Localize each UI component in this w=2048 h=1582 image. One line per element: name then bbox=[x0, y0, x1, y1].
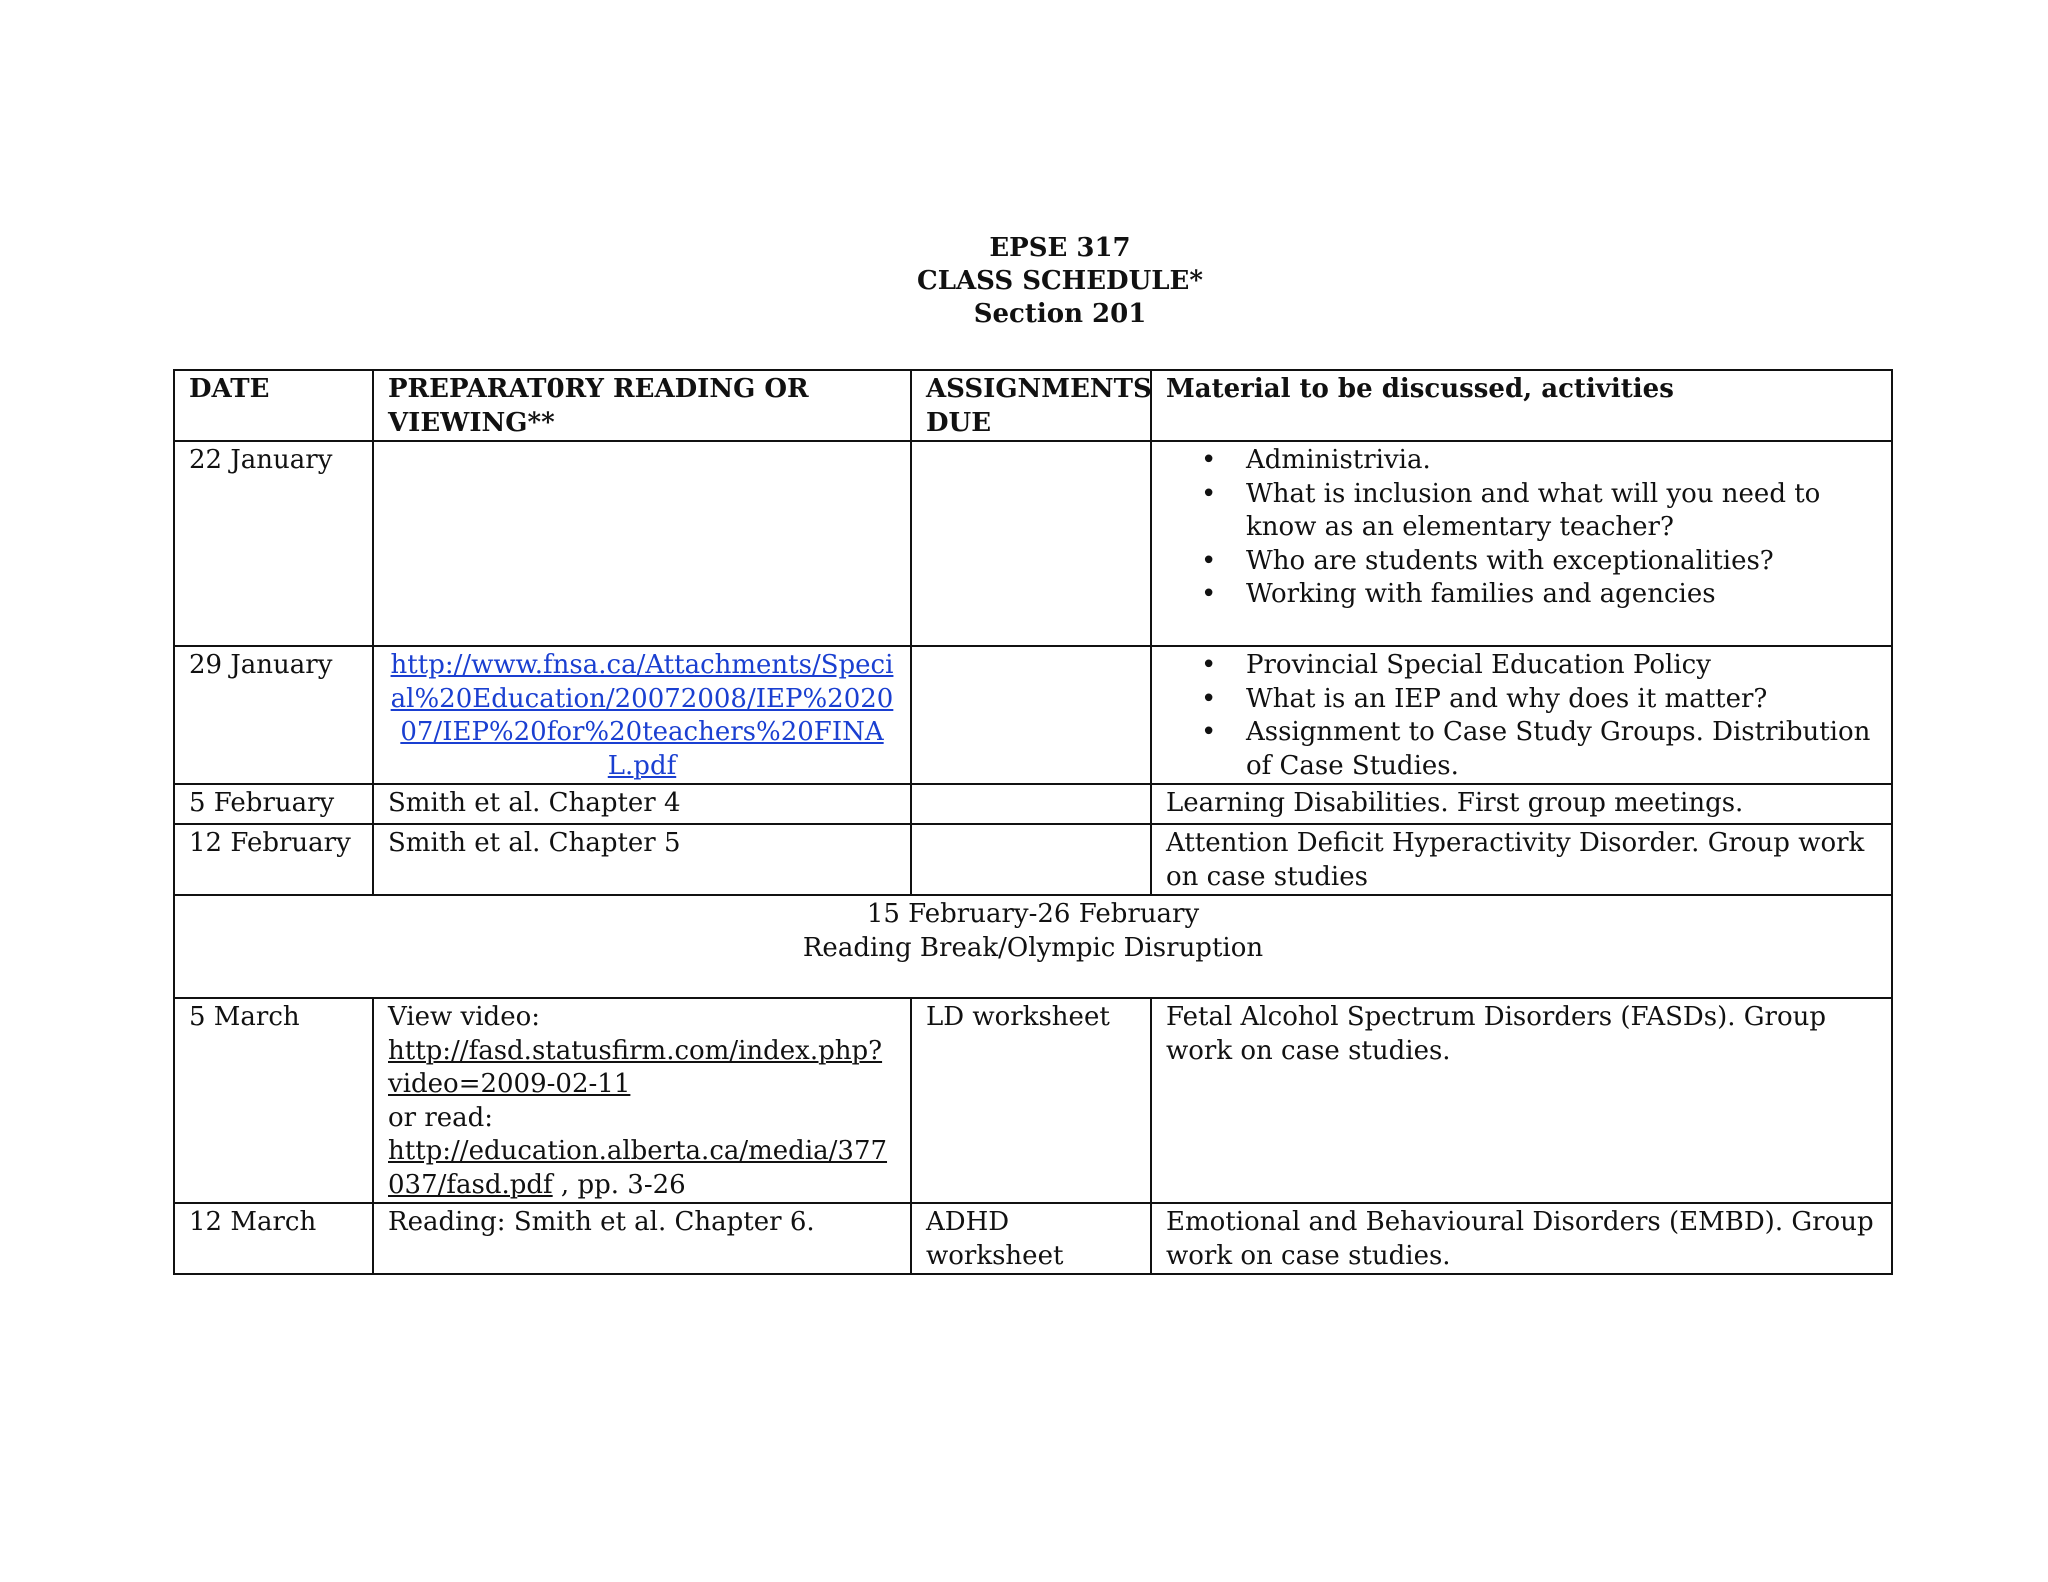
date-cell: 22 January bbox=[174, 441, 373, 646]
date-cell: 12 March bbox=[174, 1203, 373, 1274]
reading-pages: , pp. 3-26 bbox=[552, 1169, 686, 1200]
reading-prefix: View video: bbox=[388, 1002, 540, 1032]
table-row bbox=[174, 441, 1892, 646]
material-cell bbox=[1151, 646, 1892, 784]
break-dates: 15 February-26 February bbox=[866, 899, 1200, 929]
table-row bbox=[174, 784, 1892, 824]
date-cell: 5 March bbox=[174, 998, 373, 1203]
date-cell: 29 January bbox=[174, 646, 373, 784]
material-cell: Attention Deficit Hyperactivity Disorder. Group work on case studies bbox=[1151, 824, 1892, 895]
table-header-row bbox=[174, 370, 1892, 441]
list-item: • What is inclusion and what will you need to know as an elementary teacher? bbox=[1246, 478, 1877, 545]
break-label: Reading Break/Olympic Disruption bbox=[802, 932, 1264, 963]
class-schedule-table bbox=[173, 369, 1893, 1275]
iep-document-link[interactable]: http://www.fnsa.ca/Attachments/Special%20Education/20072008/IEP%202007/IEP%20for%20teachers%20FINAL.pdf bbox=[390, 650, 894, 781]
column-header-assignments: ASSIGNMENTS DUE bbox=[911, 370, 1151, 441]
fasd-pdf-link[interactable]: http://education.alberta.ca/media/377037/fasd.pdf bbox=[388, 1136, 888, 1200]
assignment-cell bbox=[911, 824, 1151, 895]
list-item: • What is an IEP and why does it matter? bbox=[1246, 683, 1877, 717]
reading-cell bbox=[373, 646, 911, 784]
reading-cell: Smith et al. Chapter 5 bbox=[373, 824, 911, 895]
material-cell: Emotional and Behavioural Disorders (EMBD). Group work on case studies. bbox=[1151, 1203, 1892, 1274]
list-item: • Assignment to Case Study Groups. Distribution of Case Studies. bbox=[1246, 716, 1877, 783]
reading-break-cell bbox=[174, 895, 1892, 998]
schedule-title: CLASS SCHEDULE* bbox=[917, 266, 1203, 296]
fasd-video-link[interactable]: http://fasd.statusfirm.com/index.php?video=2009-02-11 bbox=[388, 1035, 883, 1099]
reading-mid: or read: bbox=[388, 1102, 494, 1133]
assignment-cell bbox=[911, 646, 1151, 784]
table-row bbox=[174, 1203, 1892, 1274]
column-header-reading: PREPARAT0RY READING OR VIEWING** bbox=[373, 370, 911, 441]
list-item: • Working with families and agencies bbox=[1246, 578, 1877, 612]
date-cell: 5 February bbox=[174, 784, 373, 824]
assignment-cell bbox=[911, 784, 1151, 824]
assignment-cell: LD worksheet bbox=[911, 998, 1151, 1203]
reading-break-row bbox=[174, 895, 1892, 998]
column-header-date: DATE bbox=[174, 370, 373, 441]
column-header-material: Material to be discussed, activities bbox=[1151, 370, 1892, 441]
reading-cell bbox=[373, 998, 911, 1203]
date-cell: 12 February bbox=[174, 824, 373, 895]
material-bullet-list bbox=[1166, 444, 1877, 612]
list-item: • Administrivia. bbox=[1246, 444, 1877, 478]
course-code: EPSE 317 bbox=[989, 233, 1131, 263]
reading-cell: Smith et al. Chapter 4 bbox=[373, 784, 911, 824]
document-title-block bbox=[0, 232, 2048, 331]
assignment-cell: ADHD worksheet bbox=[911, 1203, 1151, 1274]
section-number: Section 201 bbox=[973, 299, 1147, 329]
list-item: • Provincial Special Education Policy bbox=[1246, 649, 1877, 683]
material-cell bbox=[1151, 441, 1892, 646]
list-item: • Who are students with exceptionalities? bbox=[1246, 545, 1877, 579]
material-bullet-list bbox=[1166, 649, 1877, 783]
material-cell: Learning Disabilities. First group meetings. bbox=[1151, 784, 1892, 824]
material-cell: Fetal Alcohol Spectrum Disorders (FASDs). Group work on case studies. bbox=[1151, 998, 1892, 1203]
reading-cell: Reading: Smith et al. Chapter 6. bbox=[373, 1203, 911, 1274]
reading-cell bbox=[373, 441, 911, 646]
table-row bbox=[174, 998, 1892, 1203]
table-row bbox=[174, 824, 1892, 895]
table-row bbox=[174, 646, 1892, 784]
assignment-cell bbox=[911, 441, 1151, 646]
